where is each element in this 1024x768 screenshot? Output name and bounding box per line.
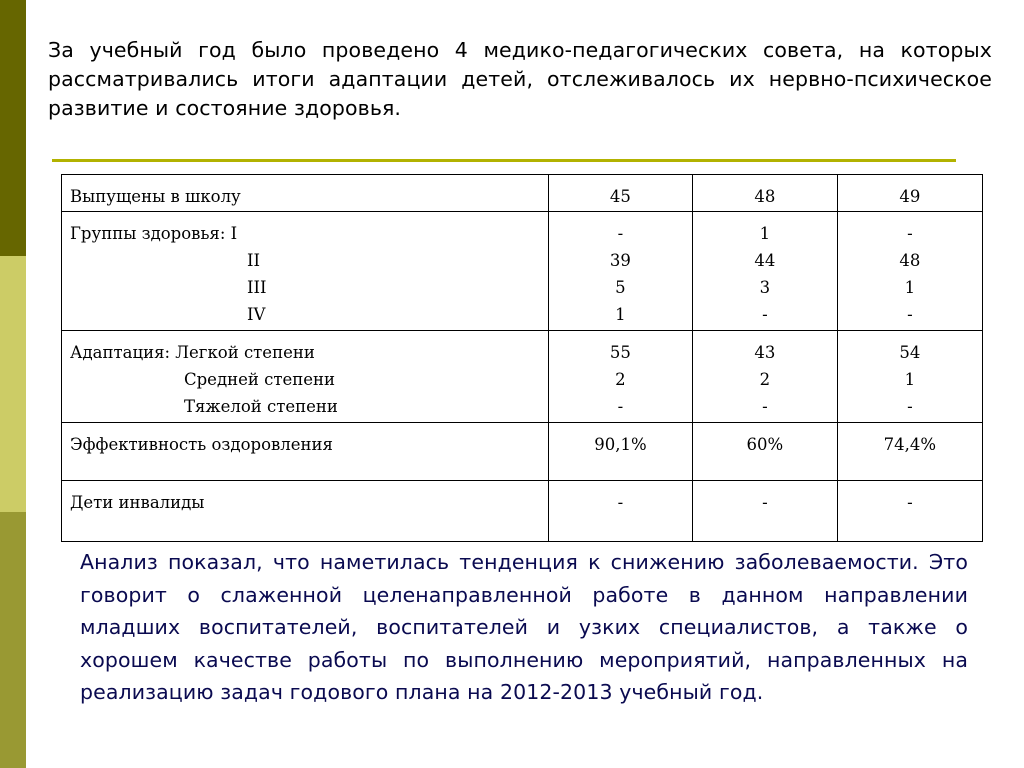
cell-value: - bbox=[617, 493, 624, 512]
intro-paragraph: За учебный год было проведено 4 медико-педагогических совета, на которых рассматривались итоги адаптации детей, отслеживалось их нервно-психическое развитие и состояние здоровья. bbox=[48, 38, 992, 120]
cell-value: 45 bbox=[609, 187, 631, 206]
row-label-cell bbox=[62, 212, 549, 331]
value-cell bbox=[548, 481, 692, 542]
cell-value: - bbox=[617, 224, 624, 243]
row-label: Адаптация: Легкой степени bbox=[70, 343, 315, 362]
value-cell bbox=[693, 212, 838, 331]
table-row-graduates bbox=[62, 175, 983, 212]
value-cell bbox=[548, 331, 692, 423]
cell-value: 48 bbox=[754, 187, 776, 206]
cell-value: 44 bbox=[754, 251, 776, 270]
value-cell bbox=[693, 331, 838, 423]
side-bar-bottom bbox=[0, 512, 26, 768]
analysis-paragraph: Анализ показал, что наметилась тенденция к снижению заболеваемости. Это говорит о слаженной целенаправленной работе в данном направлении младших воспитателей, воспитателей и узких специалистов, а также о хорошем качестве работы по выполнению мероприятий, направленных на реализацию задач годового плана на 2012-2013 учебный год. bbox=[80, 550, 968, 704]
cell-value: - bbox=[762, 305, 768, 324]
cell-value: 5 bbox=[615, 278, 626, 297]
row-label-cell bbox=[62, 331, 549, 423]
cell-value: 3 bbox=[759, 278, 771, 297]
cell-value: - bbox=[907, 397, 913, 416]
cell-value: 48 bbox=[899, 251, 921, 270]
value-cell bbox=[837, 212, 982, 331]
table-row-health-efficiency bbox=[62, 423, 983, 481]
cell-value: 1 bbox=[759, 224, 771, 243]
row-label-cell bbox=[62, 423, 549, 481]
cell-value: 2 bbox=[615, 370, 626, 389]
side-bar-middle bbox=[0, 256, 26, 512]
divider-line bbox=[52, 159, 956, 162]
cell-value: 54 bbox=[899, 343, 921, 362]
cell-value: 1 bbox=[615, 305, 626, 324]
row-sublabel: IV bbox=[247, 305, 266, 324]
row-sublabel: II bbox=[247, 251, 261, 270]
value-cell bbox=[693, 481, 838, 542]
cell-value: - bbox=[907, 224, 913, 243]
value-cell bbox=[837, 331, 982, 423]
cell-value: 2 bbox=[759, 370, 771, 389]
table-row-adaptation bbox=[62, 331, 983, 423]
statistics-table bbox=[61, 174, 983, 542]
row-label: Эффективность оздоровления bbox=[70, 435, 333, 454]
cell-value: - bbox=[762, 493, 768, 512]
value-cell bbox=[837, 423, 982, 481]
value-cell bbox=[693, 423, 838, 481]
row-label-cell bbox=[62, 481, 549, 542]
cell-value: 1 bbox=[904, 370, 916, 389]
cell-value: 60% bbox=[746, 435, 784, 454]
cell-value: 1 bbox=[904, 278, 916, 297]
cell-value: 55 bbox=[609, 343, 631, 362]
side-bar-top bbox=[0, 0, 26, 256]
cell-value: - bbox=[907, 305, 913, 324]
cell-value: - bbox=[617, 397, 624, 416]
value-cell bbox=[693, 175, 838, 212]
row-sublabel: Средней степени bbox=[184, 370, 336, 389]
cell-value: - bbox=[907, 493, 913, 512]
value-cell bbox=[837, 481, 982, 542]
row-sublabel: III bbox=[247, 278, 267, 297]
cell-value: 39 bbox=[609, 251, 631, 270]
row-label-cell bbox=[62, 175, 549, 212]
value-cell bbox=[548, 212, 692, 331]
cell-value: 74,4% bbox=[883, 435, 937, 454]
row-label: Группы здоровья: I bbox=[70, 224, 238, 243]
row-label: Выпущены в школу bbox=[70, 187, 241, 206]
cell-value: 90,1% bbox=[594, 435, 647, 454]
cell-value: 49 bbox=[899, 187, 921, 206]
table-row-health-groups bbox=[62, 212, 983, 331]
cell-value: 43 bbox=[754, 343, 776, 362]
cell-value: - bbox=[762, 397, 768, 416]
value-cell bbox=[548, 423, 692, 481]
row-label: Дети инвалиды bbox=[70, 493, 205, 512]
value-cell bbox=[548, 175, 692, 212]
value-cell bbox=[837, 175, 982, 212]
row-sublabel: Тяжелой степени bbox=[184, 397, 338, 416]
table-row-disabled-children bbox=[62, 481, 983, 542]
